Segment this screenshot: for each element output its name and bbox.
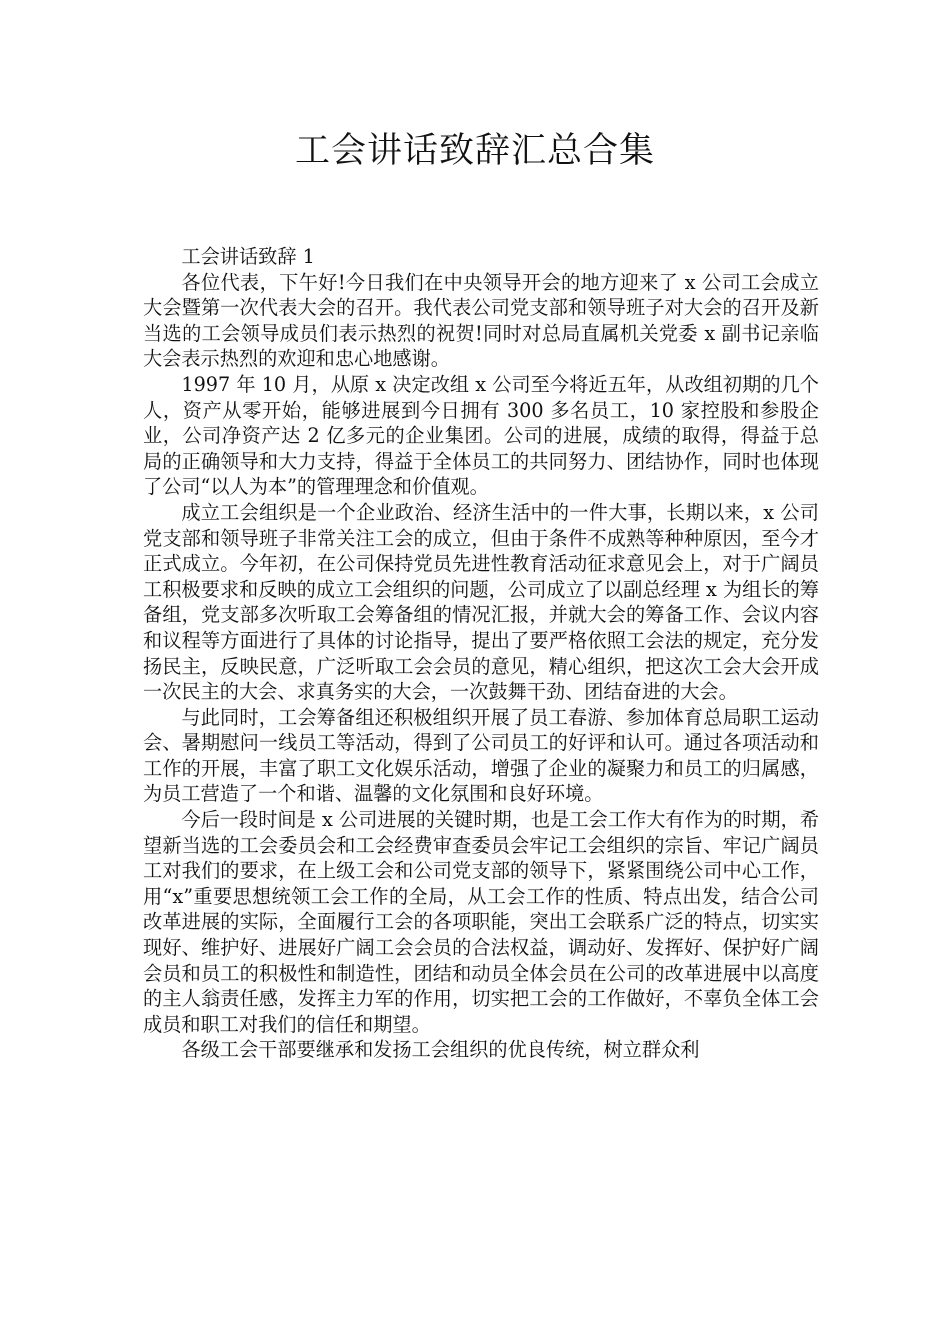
- document-body: [143, 244, 819, 1063]
- document-title: 工会讲话致辞汇总合集: [294, 131, 655, 171]
- paragraph-2: 1997 年 10 月，从原 x 决定改组 x 公司至今将近五年，从改组初期的几个人，资产从零开始，能够进展到今日拥有 300 多名员工，10 家控股和参股企业，公司净资产达 2 亿多元的企业集团。公司的进展，成绩的取得，得益于总局的正确领导和大力支持，得益于全体员工的共同努力、团结协作，同时也体现了公司“以人为本”的管理理念和价值观。: [143, 372, 819, 499]
- paragraph-4: 与此同时，工会筹备组还积极组织开展了员工春游、参加体育总局职工运动会、暑期慰问一线员工等活动，得到了公司员工的好评和认可。通过各项活动和工作的开展，丰富了职工文化娱乐活动，增强了企业的凝聚力和员工的归属感，为员工营造了一个和谐、温馨的文化氛围和良好环境。: [143, 705, 819, 806]
- paragraph-5: 今后一段时间是 x 公司进展的关键时期，也是工会工作大有作为的时期，希望新当选的工会委员会和工会经费审查委员会牢记工会组织的宗旨、牢记广阔员工对我们的要求，在上级工会和公司党支部的领导下，紧紧围绕公司中心工作，用“x”重要思想统领工会工作的全局，从工会工作的性质、特点出发，结合公司改革进展的实际，全面履行工会的各项职能，突出工会联系广泛的特点，切实实现好、维护好、进展好广阔工会会员的合法权益，调动好、发挥好、保护好广阔会员和员工的积极性和制造性，团结和动员全体会员在公司的改革进展中以高度的主人翁责任感，发挥主力军的作用，切实把工会的工作做好，不辜负全体工会成员和职工对我们的信任和期望。: [143, 808, 819, 1036]
- paragraph-1: 各位代表，下午好!今日我们在中央领导开会的地方迎来了 x 公司工会成立大会暨第一次代表大会的召开。我代表公司党支部和领导班子对大会的召开及新当选的工会领导成员们表示热烈的祝贺!同时对总局直属机关党委 x 副书记亲临大会表示热烈的欢迎和忠心地感谢。: [143, 270, 819, 371]
- paragraph-6: 各级工会干部要继承和发扬工会组织的优良传统，树立群众利: [181, 1038, 700, 1062]
- section-heading: 工会讲话致辞 1: [181, 245, 315, 268]
- paragraph-3: 成立工会组织是一个企业政治、经济生活中的一件大事，长期以来，x 公司党支部和领导班子非常关注工会的成立，但由于条件不成熟等种种原因，至今才正式成立。今年初，在公司保持党员先进性教育活动征求意见会上，对于广阔员工积极要求和反映的成立工会组织的问题，公司成立了以副总经理 x 为组长的筹备组，党支部多次听取工会筹备组的情况汇报，并就大会的筹备工作、会议内容和议程等方面进行了具体的讨论指导，提出了要严格依照工会法的规定，充分发扬民主，反映民意，广泛听取工会会员的意见，精心组织，把这次工会大会开成一次民主的大会、求真务实的大会，一次鼓舞干劲、团结奋进的大会。: [143, 500, 819, 704]
